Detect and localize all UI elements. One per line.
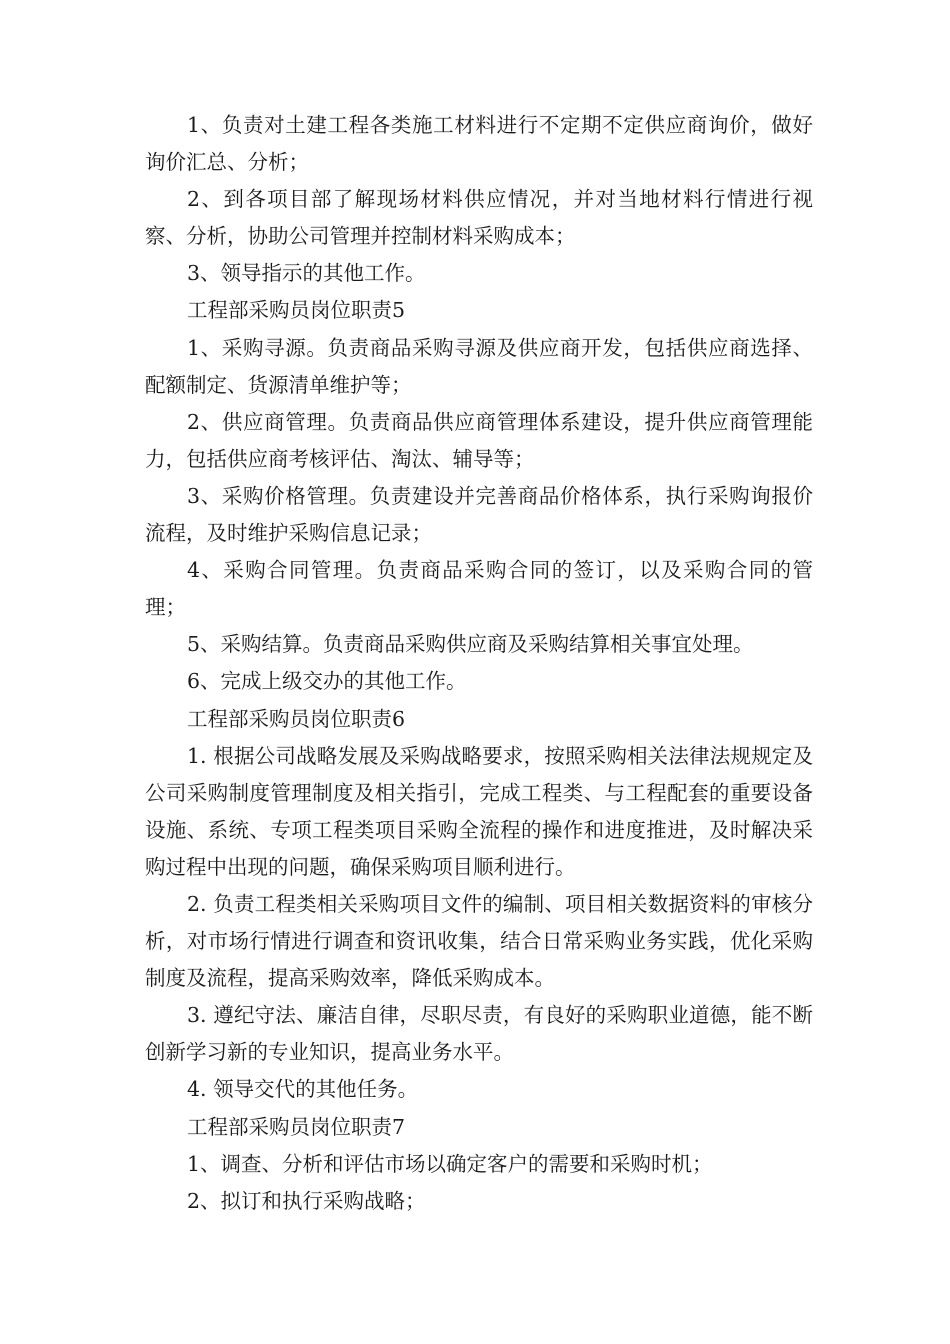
document-body (145, 107, 813, 1220)
paragraph: 4、采购合同管理。负责商品采购合同的签订，以及采购合同的管理； (145, 558, 813, 620)
paragraph: 2、供应商管理。负责商品供应商管理体系建设，提升供应商管理能力，包括供应商考核评估、淘汰、辅导等； (145, 409, 813, 471)
paragraph: 1. 根据公司战略发展及采购战略要求，按照采购相关法律法规规定及公司采购制度管理制度及相关指引，完成工程类、与工程配套的重要设备设施、系统、专项工程类项目采购全流程的操作和进度推进，及时解决采购过程中出现的问题，确保采购项目顺利进行。 (145, 743, 813, 879)
paragraph: 1、调查、分析和评估市场以确定客户的需要和采购时机； (187, 1151, 713, 1176)
section-heading: 工程部采购员岗位职责6 (187, 706, 406, 731)
paragraph: 2、拟订和执行采购战略； (187, 1188, 426, 1213)
paragraph: 2. 负责工程类相关采购项目文件的编制、项目相关数据资料的审核分析，对市场行情进行调查和资讯收集，结合日常采购业务实践，优化采购制度及流程，提高采购效率，降低采购成本。 (145, 891, 813, 991)
paragraph: 3、采购价格管理。负责建设并完善商品价格体系，执行采购询报价流程，及时维护采购信息记录； (145, 483, 813, 546)
paragraph: 6、完成上级交办的其他工作。 (187, 669, 467, 694)
section-heading: 工程部采购员岗位职责5 (187, 298, 406, 323)
paragraph: 3、领导指示的其他工作。 (187, 261, 426, 286)
paragraph: 2、到各项目部了解现场材料供应情况，并对当地材料行情进行视察、分析，协助公司管理并控制材料采购成本； (145, 187, 813, 249)
paragraph: 4. 领导交代的其他任务。 (187, 1077, 419, 1102)
paragraph: 1、采购寻源。负责商品采购寻源及供应商开发，包括供应商选择、配额制定、货源清单维护等； (145, 335, 813, 397)
section-heading: 工程部采购员岗位职责7 (187, 1114, 406, 1139)
paragraph: 3. 遵纪守法、廉洁自律，尽职尽责，有良好的采购职业道德，能不断创新学习新的专业知识，提高业务水平。 (145, 1003, 813, 1065)
paragraph: 5、采购结算。负责商品采购供应商及采购结算相关事宜处理。 (187, 632, 754, 657)
paragraph: 1、负责对土建工程各类施工材料进行不定期不定供应商询价，做好询价汇总、分析； (145, 113, 813, 175)
